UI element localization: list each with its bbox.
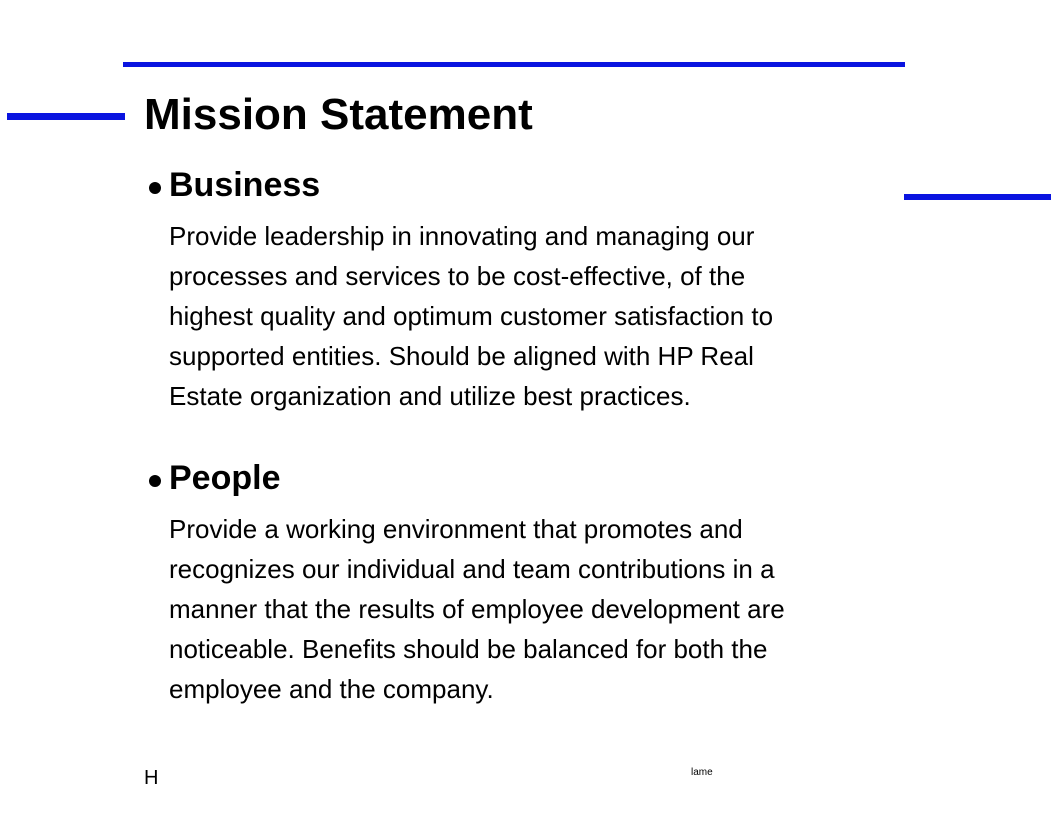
section-people [149, 457, 949, 709]
section-business-line: supported entities. Should be aligned with HP Real [169, 341, 754, 371]
section-business-line: Provide leadership in innovating and managing our [169, 221, 755, 251]
section-people-line: manner that the results of employee development are [169, 594, 785, 624]
section-business [149, 164, 949, 416]
slide-title: Mission Statement [144, 90, 533, 139]
section-people-line: Provide a working environment that promotes and [169, 514, 743, 544]
footer-center-text: lame [691, 767, 713, 778]
section-heading-people: People [169, 459, 281, 497]
section-people-line: noticeable. Benefits should be balanced for both the [169, 634, 768, 664]
section-people-line: employee and the company. [169, 674, 494, 704]
section-heading-business: Business [169, 166, 321, 204]
section-business-line: highest quality and optimum customer satisfaction to [169, 301, 774, 331]
section-business-line: Estate organization and utilize best practices. [169, 381, 691, 411]
left-accent-rule [7, 113, 125, 120]
section-people-line: recognizes our individual and team contributions in a [169, 554, 775, 584]
footer-left-text: H [144, 767, 159, 789]
top-accent-rule [123, 62, 905, 67]
section-business-line: processes and services to be cost-effective, of the [169, 261, 746, 291]
bullet-dot-icon [149, 182, 161, 194]
bullet-dot-icon [149, 475, 161, 487]
